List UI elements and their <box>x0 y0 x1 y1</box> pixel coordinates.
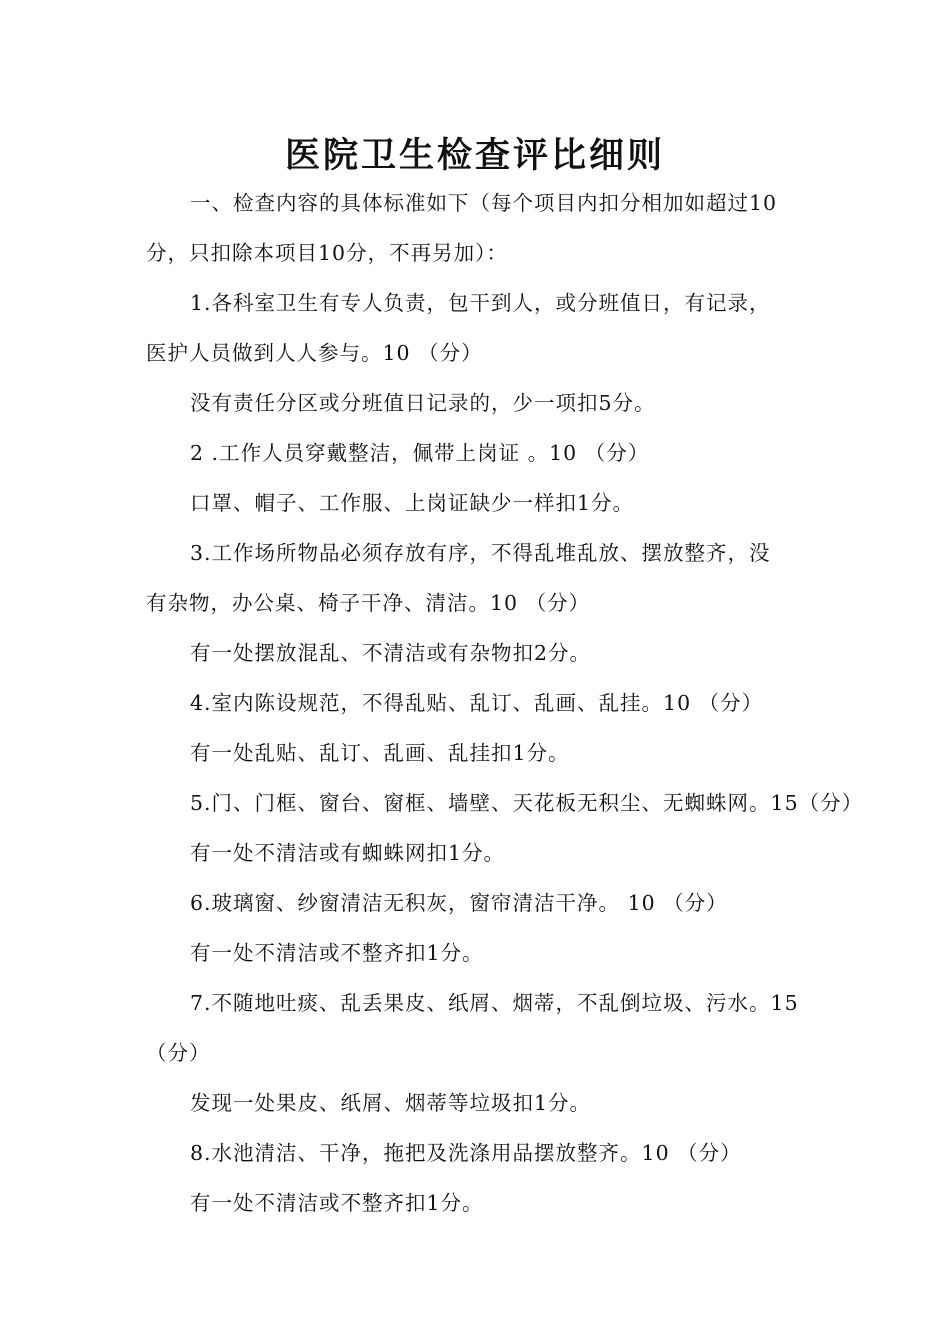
text-line: 2 .工作人员穿戴整洁，佩带上岗证 。10 （分） <box>190 441 650 465</box>
text-line: 5.门、门框、窗台、窗框、墙壁、天花板无积尘、无蜘蛛网。15（分） <box>190 791 864 815</box>
text-line: 6.玻璃窗、纱窗清洁无积灰，窗帘清洁干净。 10 （分） <box>190 891 728 915</box>
text-line: 一、检查内容的具体标准如下（每个项目内扣分相加如超过10 <box>190 191 778 215</box>
text-line: 分，只扣除本项目10分，不再另加）： <box>146 241 508 265</box>
text-line: 没有责任分区或分班值日记录的，少一项扣5分。 <box>190 391 656 415</box>
text-line: 医护人员做到人人参与。10 （分） <box>146 341 483 365</box>
text-line: 发现一处果皮、纸屑、烟蒂等垃圾扣1分。 <box>190 1091 592 1115</box>
text-line: 1.各科室卫生有专人负责，包干到人，或分班值日，有记录， <box>190 291 771 315</box>
text-line: 7.不随地吐痰、乱丢果皮、纸屑、烟蒂，不乱倒垃圾、污水。15 <box>190 991 799 1015</box>
text-line: 4.室内陈设规范，不得乱贴、乱订、乱画、乱挂。10 （分） <box>190 691 764 715</box>
text-line: 有杂物，办公桌、椅子干净、清洁。10 （分） <box>146 591 591 615</box>
text-line: 有一处乱贴、乱订、乱画、乱挂扣1分。 <box>190 741 570 765</box>
text-line: 有一处不清洁或不整齐扣1分。 <box>190 941 484 965</box>
text-line: 3.工作场所物品必须存放有序，不得乱堆乱放、摆放整齐，没 <box>190 541 771 565</box>
page-title: 医院卫生检查评比细则 <box>284 135 665 176</box>
text-line: 口罩、帽子、工作服、上岗证缺少一样扣1分。 <box>190 491 635 515</box>
text-line: 有一处摆放混乱、不清洁或有杂物扣2分。 <box>190 641 592 665</box>
text-line: 有一处不清洁或不整齐扣1分。 <box>190 1191 484 1215</box>
text-line: （分） <box>146 1041 211 1065</box>
text-line: 8.水池清洁、干净，拖把及洗涤用品摆放整齐。10 （分） <box>190 1141 742 1165</box>
text-line: 有一处不清洁或有蜘蛛网扣1分。 <box>190 841 506 865</box>
